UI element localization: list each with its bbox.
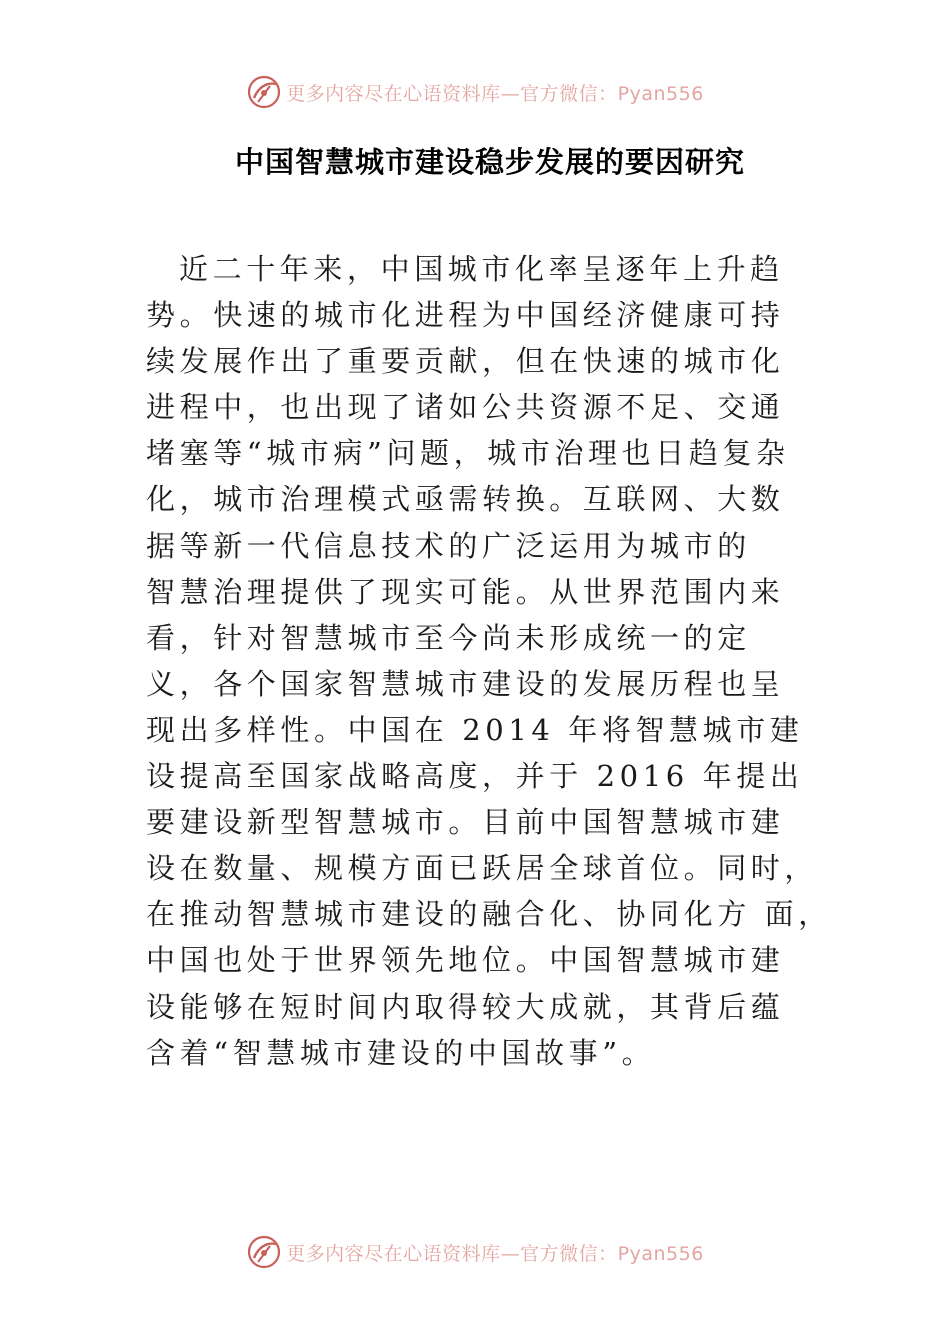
wechat-id: Pyan556 xyxy=(617,1242,704,1265)
document-title: 中国智慧城市建设稳步发展的要因研究 xyxy=(234,145,745,179)
paragraph-line: 看，针对智慧城市至今尚未形成统一的定 xyxy=(146,620,751,655)
paragraph-line: 要建设新型智慧城市。目前中国智慧城市建 xyxy=(146,805,785,840)
body-paragraph xyxy=(146,246,832,1076)
paragraph-line: 智慧治理提供了现实可能。从世界范围内来 xyxy=(146,574,785,609)
logo-icon xyxy=(246,74,282,110)
watermark-text: 更多内容尽在心语资料库—官方微信：Pyan556 xyxy=(286,1242,704,1265)
paragraph-line: 现出多样性。中国在 2014 年将智慧城市建 xyxy=(146,712,804,747)
logo-icon xyxy=(246,1234,282,1270)
paragraph-line: 设在数量、规模方面已跃居全球首位。同时， xyxy=(146,851,819,886)
paragraph-line: 势。快速的城市化进程为中国经济健康可持 xyxy=(146,298,785,333)
paragraph-line: 近二十年来，中国城市化率呈逐年上升趋 xyxy=(179,252,784,286)
paragraph-line: 中国也处于世界领先地位。中国智慧城市建 xyxy=(146,943,785,978)
paragraph-line: 义，各个国家智慧城市建设的发展历程也呈 xyxy=(146,666,785,701)
paragraph-line: 进程中，也出现了诸如公共资源不足、交通 xyxy=(146,390,785,425)
paragraph-line: 堵塞等“城市病”问题，城市治理也日趋复杂 xyxy=(146,436,790,471)
paragraph-line: 在推动智慧城市建设的融合化、协同化方 面， xyxy=(146,897,832,932)
paragraph-line: 化，城市治理模式亟需转换。互联网、大数 xyxy=(146,482,785,517)
footer-watermark xyxy=(0,1232,950,1272)
paragraph-line: 据等新一代信息技术的广泛运用为城市的 xyxy=(146,528,751,563)
paragraph-line: 含着“智慧城市建设的中国故事”。 xyxy=(146,1035,656,1070)
paragraph-line: 设提高至国家战略高度，并于 2016 年提出 xyxy=(146,759,804,794)
wechat-id: Pyan556 xyxy=(617,82,704,105)
paragraph-line: 设能够在短时间内取得较大成就，其背后蕴 xyxy=(146,989,785,1024)
watermark-text: 更多内容尽在心语资料库—官方微信：Pyan556 xyxy=(286,82,704,105)
header-watermark xyxy=(0,72,950,112)
paragraph-line: 续发展作出了重要贡献，但在快速的城市化 xyxy=(146,344,785,379)
